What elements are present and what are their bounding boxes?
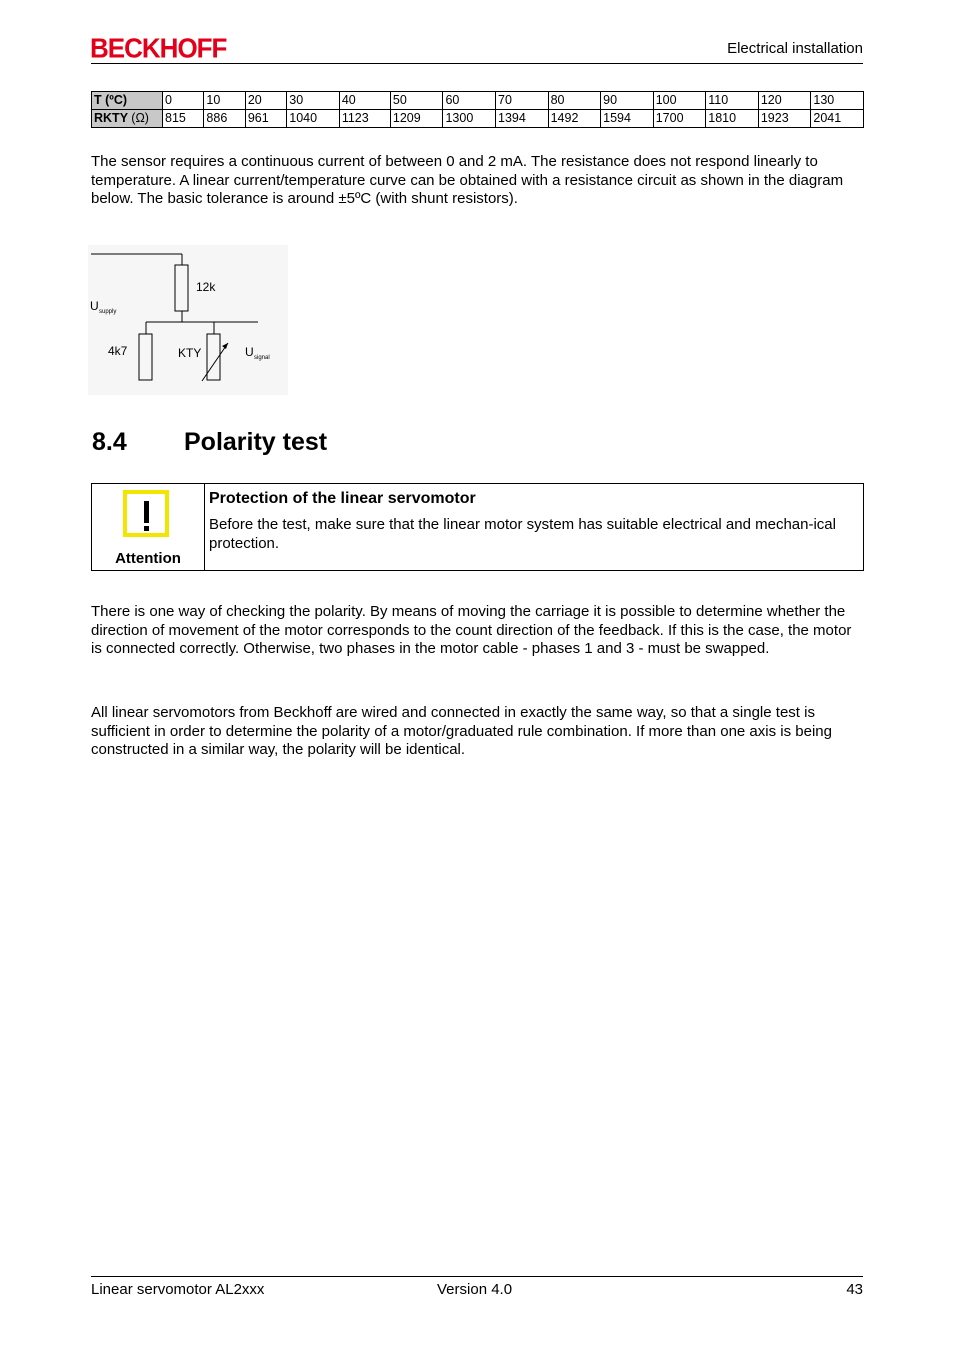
footer-version: Version 4.0 [437,1281,513,1298]
temperature-cell: 110 [706,92,759,110]
kty-circuit-diagram [88,245,288,395]
label-u-signal-sub: signal [254,355,270,361]
resistance-cell: 1123 [339,110,390,128]
header-divider [91,63,863,64]
sensor-description-paragraph: The sensor requires a continuous current of between 0 and 2 mA. The resistance does not respond linearly to temperature. A linear current/temperature curve can be obtained with a resistance circuit as shown in the diagram below. The basic tolerance is around ±5ºC (with shunt resistors). [91,153,844,207]
resistance-cell: 2041 [811,110,864,128]
rkty-resistance-table [91,91,864,128]
temperature-cell: 100 [653,92,706,110]
temperature-cell: 80 [548,92,601,110]
resistance-cell: 1040 [287,110,340,128]
resistance-cell: 1594 [601,110,654,128]
temperature-header: T (ºC) [92,92,163,110]
beckhoff-logo: BECKHOFF [90,32,227,64]
temperature-cell: 60 [443,92,496,110]
label-u-signal: U [245,345,254,359]
resistance-cell: 1492 [548,110,601,128]
polarity-identical-paragraph: All linear servomotors from Beckhoff are wired and connected in exactly the same way, so that a single test is sufficient in order to determine the polarity of a motor/graduated rule combination. If more than one axis is being constructed in a similar way, the polarity will be identical. [91,704,832,758]
label-12k: 12k [196,280,216,294]
exclamation-dot [144,526,149,531]
resistance-header [92,110,163,128]
footer-page-number: 43 [846,1281,863,1298]
table-row-temperature [92,92,864,110]
temperature-cell: 50 [390,92,443,110]
temperature-cell: 130 [811,92,864,110]
resistance-header-bold: RKTY [94,111,128,125]
resistance-cell: 815 [163,110,204,128]
temperature-cell: 10 [204,92,245,110]
label-u-supply: U [90,299,99,313]
exclamation-bar [144,501,149,523]
resistance-cell: 886 [204,110,245,128]
label-kty: KTY [178,346,202,360]
header-section-title: Electrical installation [727,40,863,57]
label-u-supply-sub: supply [99,309,117,315]
notice-text: Before the test, make sure that the linear motor system has suitable electrical and mechan-ical protection. [209,516,836,552]
resistance-cell: 1700 [653,110,706,128]
temperature-cell: 20 [245,92,286,110]
resistance-cell: 1394 [496,110,549,128]
label-4k7: 4k7 [108,344,128,358]
resistance-header-unit: (Ω) [131,111,149,125]
footer-product: Linear servomotor AL2xxx [91,1281,265,1298]
temperature-cell: 30 [287,92,340,110]
notice-icon-cell [92,484,205,570]
resistance-cell: 1209 [390,110,443,128]
temperature-cell: 40 [339,92,390,110]
temperature-cell: 120 [758,92,811,110]
attention-notice [91,483,864,571]
resistance-cell: 1300 [443,110,496,128]
temperature-cell: 90 [601,92,654,110]
exclamation-icon [123,490,169,537]
polarity-method-paragraph: There is one way of checking the polarity. By means of moving the carriage it is possible to determine whether the direction of movement of the motor corresponds to the count direction of the feedback. If this is the case, the motor is connected correctly. Otherwise, two phases in the motor cable - phases 1 and 3 - must be swapped. [91,603,852,657]
resistance-cell: 961 [245,110,286,128]
section-number: 8.4 [92,428,127,456]
notice-level-label: Attention [115,550,181,567]
temperature-cell: 70 [496,92,549,110]
footer-divider [91,1276,863,1277]
notice-title: Protection of the linear servomotor [209,490,476,507]
resistance-cell: 1923 [758,110,811,128]
resistance-cell: 1810 [706,110,759,128]
section-title: Polarity test [184,428,328,456]
temperature-cell: 0 [163,92,204,110]
table-row-resistance [92,110,864,128]
